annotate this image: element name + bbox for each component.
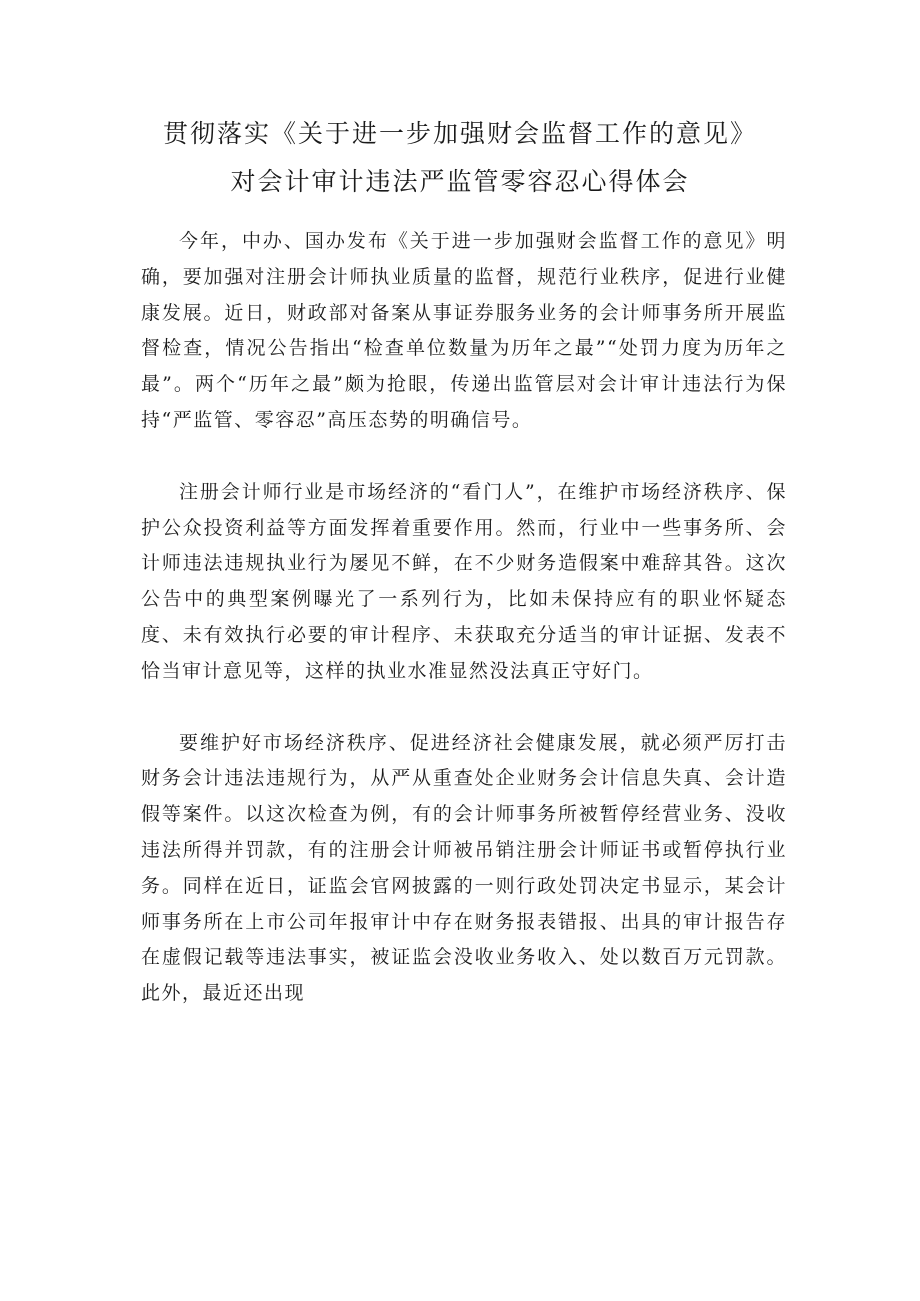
paragraph-1: 今年，中办、国办发布《关于进一步加强财会监督工作的意见》明确，要加强对注册会计师执业质量的监督，规范行业秩序，促进行业健康发展。近日，财政部对备案从事证券服务业务的会计师事务所开展监督检查，情况公告指出“检查单位数量为历年之最”“处罚力度为历年之最”。两个“历年之最”颇为抢眼，传递出监管层对会计审计违法行为保持“严监管、零容忍”高压态势的明确信号。 — [141, 230, 787, 431]
paragraph-3: 要维护好市场经济秩序、促进经济社会健康发展，就必须严厉打击财务会计违法违规行为，从严从重查处企业财务会计信息失真、会计造假等案件。以这次检查为例，有的会计师事务所被暂停经营业务、没收违法所得并罚款，有的注册会计师被吊销注册会计师证书或暂停执行业务。同样在近日，证监会官网披露的一则行政处罚决定书显示，某会计师事务所在上市公司年报审计中存在财务报表错报、出具的审计报告存在虚假记载等违法事实，被证监会没收业务收入、处以数百万元罚款。此外，最近还出现 — [141, 731, 787, 1005]
document-title — [100, 110, 820, 206]
title-line-2: 对会计审计违法严监管零容忍心得体会 — [230, 167, 690, 196]
title-line-1: 贯彻落实《关于进一步加强财会监督工作的意见》 — [162, 119, 757, 148]
paragraph-2: 注册会计师行业是市场经济的“看门人”，在维护市场经济秩序、保护公众投资利益等方面发挥着重要作用。然而，行业中一些事务所、会计师违法违规执业行为屡见不鲜，在不少财务造假案中难辞其咎。这次公告中的典型案例曝光了一系列行为，比如未保持应有的职业怀疑态度、未有效执行必要的审计程序、未获取充分适当的审计证据、发表不恰当审计意见等，这样的执业水准显然没法真正守好门。 — [141, 480, 787, 682]
document-body — [141, 224, 787, 1048]
